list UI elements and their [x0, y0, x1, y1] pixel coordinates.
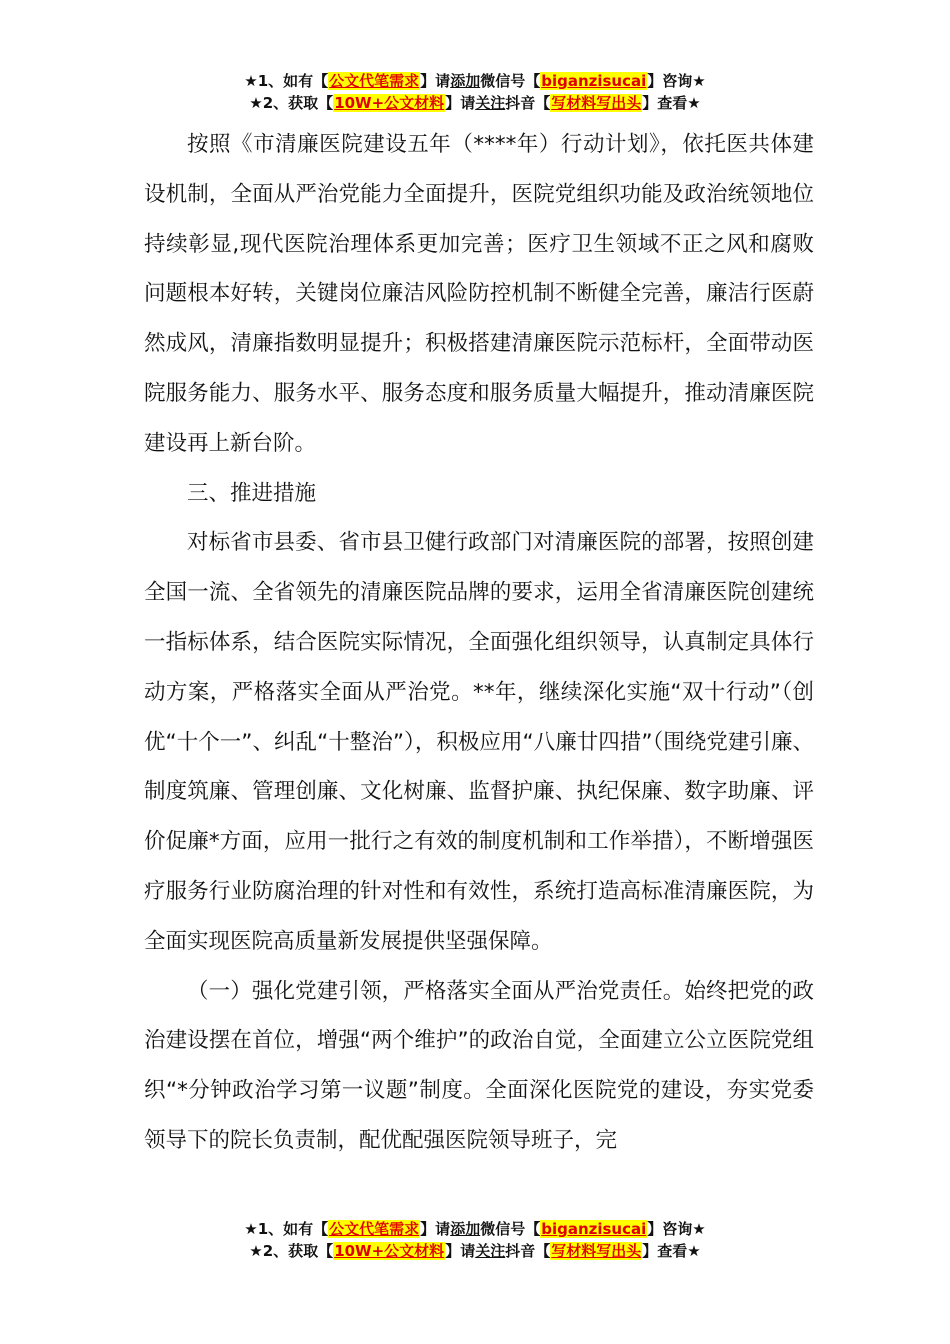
document-body [144, 120, 814, 1166]
section-heading: 三、推进措施 [187, 480, 317, 506]
highlight-text: 10W+公文材料 [334, 1242, 445, 1260]
wechat-id: biganzisucai [541, 1220, 647, 1238]
banner-line-2: ★2、获取【10W+公文材料】请关注抖音【写材料写出头】查看★ [249, 94, 701, 112]
paragraph: 按照《市清廉医院建设五年（****年）行动计划》，依托医共体建设机制，全面从严治党能力全面提升，医院党组织功能及政治统领地位持续彰显,现代医院治理体系更加完善；医疗卫生领域不正之风和腐败问题根本好转，关键岗位廉洁风险防控机制不断健全完善，廉洁行医蔚然成风，清廉指数明显提升；积极搭建清廉医院示范标杆，全面带动医院服务能力、服务水平、服务态度和服务质量大幅提升，推动清廉医院建设再上新台阶。 [144, 132, 814, 456]
paragraph: （一）强化党建引领，严格落实全面从严治党责任。始终把党的政治建设摆在首位，增强“两个维护”的政治自觉，全面建立公立医院党组织“*分钟政治学习第一议题”制度。全面深化医院党的建设，夯实党委领导下的院长负责制，配优配强医院领导班子，完 [144, 978, 814, 1153]
highlight-text: 10W+公文材料 [334, 94, 445, 112]
douyin-account: 写材料写出头 [551, 1242, 642, 1260]
paragraph: 对标省市县委、省市县卫健行政部门对清廉医院的部署，按照创建全国一流、全省领先的清廉医院品牌的要求，运用全省清廉医院创建统一指标体系，结合医院实际情况，全面强化组织领导，认真制定具体行动方案，严格落实全面从严治党。**年，继续深化实施“双十行动”（创优“十个一”、纠乱“十整治”），积极应用“八廉廿四措”（围绕党建引廉、制度筑廉、管理创廉、文化树廉、监督护廉、执纪保廉、数字助廉、评价促廉*方面，应用一批行之有效的制度机制和工作举措），不断增强医疗服务行业防腐治理的针对性和有效性，系统打造高标准清廉医院，为全面实现医院高质量新发展提供坚强保障。 [144, 530, 814, 954]
wechat-id: biganzisucai [541, 72, 647, 90]
footer-banner [0, 1218, 950, 1262]
banner-line-1: ★1、如有【公文代笔需求】请添加微信号【biganzisucai】咨询★ [244, 1220, 706, 1238]
banner-line-1: ★1、如有【公文代笔需求】请添加微信号【biganzisucai】咨询★ [244, 72, 706, 90]
highlight-text: 公文代笔需求 [329, 1220, 420, 1238]
highlight-text: 公文代笔需求 [329, 72, 420, 90]
douyin-account: 写材料写出头 [551, 94, 642, 112]
header-banner [0, 70, 950, 114]
banner-line-2: ★2、获取【10W+公文材料】请关注抖音【写材料写出头】查看★ [249, 1242, 701, 1260]
